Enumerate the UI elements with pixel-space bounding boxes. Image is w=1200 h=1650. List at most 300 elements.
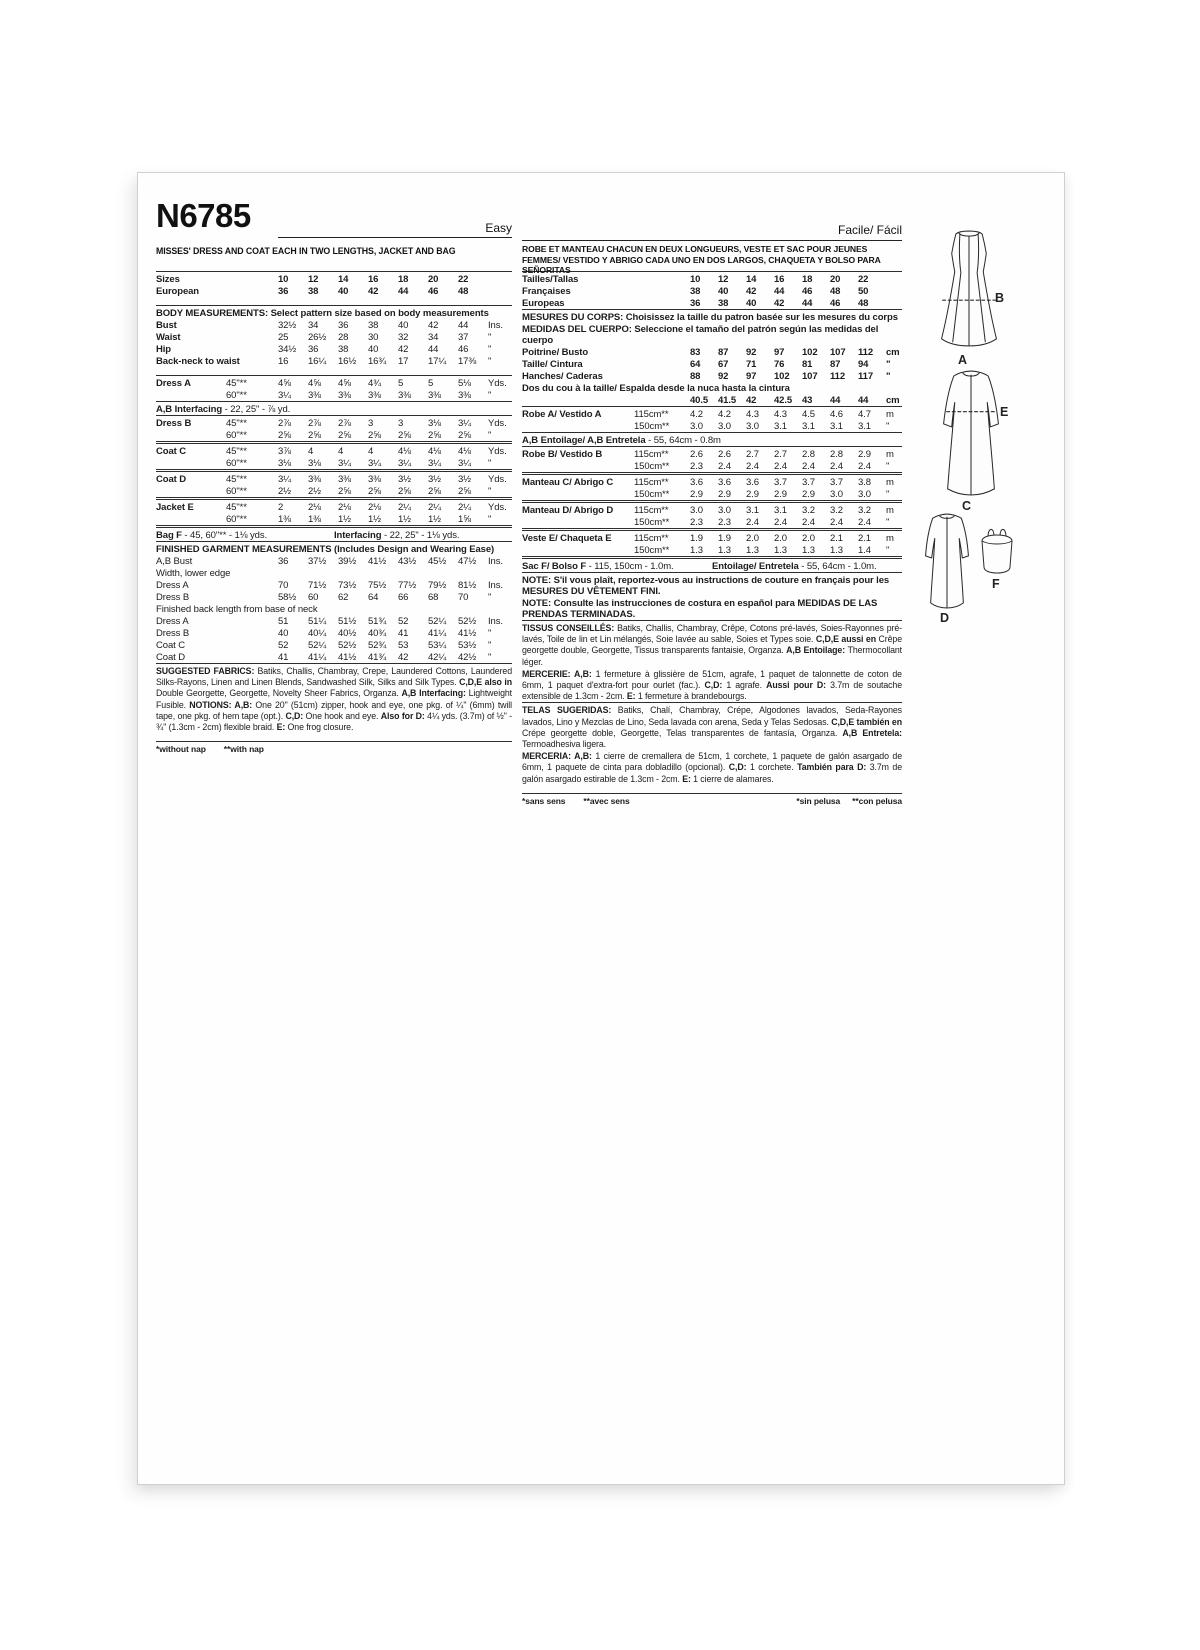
table-cell: 51 [278, 616, 289, 627]
table-cell: 2.7 [774, 449, 787, 460]
table-span [156, 530, 334, 541]
table-cell: 2.7 [746, 449, 759, 460]
table-cell: 2⅞ [338, 418, 352, 429]
table-cell: 2¼ [428, 502, 442, 513]
text-segment: Finished back length from base of neck [156, 604, 318, 615]
table-cell: 32 [398, 332, 409, 343]
table-cell: 3¼ [398, 458, 412, 469]
table-row [522, 446, 902, 460]
table-cell: 40¼ [308, 628, 327, 639]
french-spanish-table [522, 271, 902, 807]
table-cell: 3.1 [746, 505, 759, 516]
table-cell: 46 [830, 298, 841, 309]
table-row [522, 346, 902, 358]
table-cell: " [488, 332, 492, 343]
table-cell: 52¼ [308, 640, 327, 651]
table-row [522, 488, 902, 500]
text-segment: FINISHED GARMENT MEASUREMENTS (Includes Design and Wearing Ease) [156, 544, 495, 555]
table-cell: 4 [308, 446, 314, 457]
table-cell: Coat C [156, 446, 187, 457]
table-cell: Coat C [156, 640, 185, 651]
table-cell: 2 [278, 502, 284, 513]
pattern-envelope-page [137, 172, 1065, 1485]
table-cell: 40¾ [368, 628, 387, 639]
header-rule [522, 240, 902, 241]
table-cell: 117 [858, 371, 874, 382]
table-cell: Françaises [522, 286, 571, 297]
table-cell: m [886, 409, 894, 420]
table-cell: 115cm** [634, 505, 669, 516]
table-cell: 3.6 [746, 477, 759, 488]
table-cell: Yds. [488, 378, 507, 389]
table-cell: 42 [746, 286, 757, 297]
table-cell: 70 [458, 592, 469, 603]
table-cell: 42 [746, 395, 757, 406]
table-cell: 3.7 [802, 477, 815, 488]
table-cell: 77½ [398, 580, 417, 591]
table-cell: 67 [718, 359, 729, 370]
table-cell: 40 [368, 344, 379, 355]
table-cell: 2⅛ [368, 502, 382, 513]
table-row [156, 271, 512, 285]
table-cell: Dress B [156, 418, 192, 429]
table-cell: 3⅛ [428, 418, 442, 429]
table-row [156, 639, 512, 651]
table-cell: 2⅛ [308, 502, 322, 513]
table-cell: 2⅝ [278, 430, 292, 441]
table-span [522, 796, 712, 807]
table-cell: 2.6 [690, 449, 703, 460]
table-cell: 41¾ [368, 652, 387, 663]
table-cell: 3½ [398, 474, 412, 485]
sketch-label-d: D [940, 611, 950, 625]
table-cell: 40 [746, 298, 757, 309]
table-cell: 3.0 [746, 421, 759, 432]
table-cell: 115cm** [634, 477, 669, 488]
table-row [522, 572, 902, 597]
table-cell: 92 [746, 347, 757, 358]
table-cell: 2⅝ [398, 486, 412, 497]
table-cell: 38 [338, 344, 349, 355]
table-cell: 51¾ [368, 616, 387, 627]
table-cell: m [886, 533, 894, 544]
table-cell: 16 [774, 274, 785, 285]
long-coat-sketch [926, 367, 1016, 497]
table-cell: 48 [858, 298, 869, 309]
table-cell: 52½ [458, 616, 477, 627]
text-segment: 1 cierre de alamares. [693, 773, 774, 784]
table-cell: 41 [278, 652, 289, 663]
short-coat-back-view-drawing [912, 511, 982, 609]
table-cell: " [886, 461, 890, 472]
table-cell: 42 [398, 344, 409, 355]
table-cell: 51¼ [308, 616, 327, 627]
table-cell: " [886, 489, 890, 500]
table-row [156, 331, 512, 343]
text-segment: SUGGESTED FABRICS: [156, 666, 258, 676]
table-cell: 46 [428, 286, 439, 297]
table-cell: 60"** [226, 430, 247, 441]
table-cell: 97 [746, 371, 757, 382]
table-cell: 16 [368, 274, 379, 285]
table-cell: 44 [774, 286, 785, 297]
table-cell: 3.0 [690, 421, 703, 432]
table-cell: 17⅜ [458, 356, 477, 367]
table-cell: 79½ [428, 580, 447, 591]
table-span [522, 598, 902, 620]
table-cell: Manteau D/ Abrigo D [522, 505, 614, 516]
table-cell: Sizes [156, 274, 180, 285]
table-span [156, 744, 512, 755]
table-cell: Yds. [488, 474, 507, 485]
text-segment: - 55, 64cm - 0.8m [645, 435, 721, 446]
sketch-label-b: B [995, 291, 1005, 305]
text-segment: NOTE: Consulte las instrucciones de costura en español para MEDIDAS DE LAS PRENDAS TERMINADAS. [522, 598, 878, 620]
table-cell: 46 [802, 286, 813, 297]
table-cell: 40 [718, 286, 729, 297]
table-span [522, 705, 902, 750]
text-segment: C,D,E also in [459, 677, 512, 688]
table-cell: 2.9 [690, 489, 703, 500]
table-row [522, 597, 902, 620]
table-cell: 2.1 [830, 533, 843, 544]
table-cell: Yds. [488, 502, 507, 513]
table-cell: 3.1 [830, 421, 843, 432]
table-cell: Veste E/ Chaqueta E [522, 533, 612, 544]
table-cell: 1½ [368, 514, 382, 525]
table-cell: Ins. [488, 320, 503, 331]
text-segment: MEDIDAS DEL CUERPO: Seleccione el tamaño del patrón según las medidas del cuerpo [522, 324, 879, 346]
table-cell: 3.1 [774, 505, 787, 516]
text-segment: Sac F/ Bolso F [522, 561, 587, 572]
table-cell: 3.1 [802, 421, 815, 432]
table-cell: 75½ [368, 580, 387, 591]
table-cell: 18 [802, 274, 813, 285]
table-cell: 64 [368, 592, 379, 603]
text-segment: C,D: [728, 762, 750, 773]
table-cell: 20 [830, 274, 841, 285]
table-cell: 2⅛ [338, 502, 352, 513]
table-cell: 44 [398, 286, 409, 297]
table-cell: 36 [690, 298, 701, 309]
table-cell: 62 [338, 592, 349, 603]
table-cell: 2.6 [718, 449, 731, 460]
table-cell: 2½ [278, 486, 292, 497]
table-cell: 44 [458, 320, 469, 331]
text-segment: 1 corchete. [749, 762, 798, 773]
table-cell: 42½ [458, 652, 477, 663]
table-row [522, 668, 902, 703]
table-cell: 43 [802, 395, 813, 406]
table-cell: 14 [746, 274, 757, 285]
table-cell: Dress B [156, 628, 190, 639]
table-cell: 53½ [458, 640, 477, 651]
table-cell: 4⅛ [428, 446, 442, 457]
table-row [156, 555, 512, 567]
table-cell: 52 [278, 640, 289, 651]
table-cell: m [886, 477, 894, 488]
table-cell: 3⅜ [458, 390, 472, 401]
table-cell: 10 [278, 274, 289, 285]
table-cell: 1⅜ [278, 514, 292, 525]
text-segment: 3.7m de soutache extensible de 1.3cm - 2cm. [522, 680, 903, 702]
table-row [522, 472, 902, 488]
table-cell: 37½ [308, 556, 327, 567]
table-row [156, 469, 512, 485]
table-cell: 1½ [398, 514, 412, 525]
text-segment: Also for D: [380, 710, 428, 721]
table-cell: Ins. [488, 556, 503, 567]
table-row [156, 319, 512, 331]
text-segment: Termoadhesiva ligera. [522, 739, 606, 750]
table-cell: Jacket E [156, 502, 194, 513]
table-cell: Europeas [522, 298, 565, 309]
table-cell: 60"** [226, 458, 247, 469]
table-cell: 2.9 [802, 489, 815, 500]
table-cell: 3⅜ [398, 390, 412, 401]
table-cell: 2.4 [774, 461, 787, 472]
table-cell: 2.4 [774, 517, 787, 528]
table-cell: 34 [308, 320, 319, 331]
table-cell: 94 [858, 359, 869, 370]
table-cell: 45"** [226, 474, 247, 485]
dress-back-view-drawing [928, 227, 1010, 351]
text-segment: **avec sens [583, 795, 630, 806]
table-cell: Taille/ Cintura [522, 359, 583, 370]
table-cell: Coat D [156, 652, 185, 663]
text-segment: NOTIONS: A,B: [189, 699, 256, 710]
table-row [522, 460, 902, 472]
table-cell: 4⅝ [338, 378, 352, 389]
text-segment: C,D,E también en [831, 716, 902, 727]
table-cell: 44 [802, 298, 813, 309]
table-cell: 16¾ [368, 356, 387, 367]
table-cell: 45"** [226, 418, 247, 429]
table-cell: 17¼ [428, 356, 447, 367]
table-cell: 1.9 [690, 533, 703, 544]
text-segment: E: [626, 691, 638, 702]
table-cell: 40½ [338, 628, 357, 639]
table-cell: 3.0 [718, 421, 731, 432]
table-cell: 10 [690, 274, 701, 285]
table-cell: 2⅞ [308, 418, 322, 429]
table-cell: 3½ [428, 474, 442, 485]
table-cell: 3.6 [718, 477, 731, 488]
table-cell: 71½ [308, 580, 327, 591]
table-cell: 4.7 [858, 409, 871, 420]
table-cell: 107 [830, 347, 846, 358]
table-cell: " [488, 344, 492, 355]
table-row [156, 305, 512, 319]
table-cell: 41 [398, 628, 409, 639]
table-cell: European [156, 286, 200, 297]
table-cell: 16 [278, 356, 289, 367]
table-cell: 1⅝ [458, 514, 472, 525]
table-cell: 102 [802, 347, 818, 358]
sketch-label-f: F [992, 577, 1000, 591]
table-cell: Hanches/ Caderas [522, 371, 603, 382]
table-cell: 97 [774, 347, 785, 358]
table-cell: 52¾ [368, 640, 387, 651]
text-segment: C,D: [285, 710, 306, 721]
text-segment: Bag F [156, 530, 182, 541]
table-row [522, 297, 902, 309]
text-segment: NOTE: S'il vous plaît, reportez-vous au instructions de couture en français pour les MESURES DU VÊTEMENT FINI. [522, 575, 890, 597]
table-row [156, 485, 512, 497]
text-segment: BODY MEASUREMENTS: Select pattern size based on body measurements [156, 308, 489, 319]
table-row [156, 627, 512, 639]
table-cell: Dress A [156, 616, 189, 627]
table-cell: 3⅛ [308, 458, 322, 469]
table-cell: 2.8 [830, 449, 843, 460]
table-cell: 81½ [458, 580, 477, 591]
text-segment: - 22, 25" - 1⅛ yds. [381, 530, 460, 541]
table-cell: 3.1 [858, 421, 871, 432]
text-segment: *without nap [156, 744, 206, 755]
table-span [522, 435, 902, 446]
table-cell: 92 [718, 371, 729, 382]
table-cell: Robe A/ Vestido A [522, 409, 602, 420]
table-cell: A,B Bust [156, 556, 193, 567]
table-row [156, 429, 512, 441]
table-span [522, 312, 902, 323]
table-cell: 150cm** [634, 545, 670, 556]
pattern-title-en: MISSES' DRESS AND COAT EACH IN TWO LENGTHS, JACKET AND BAG [156, 246, 456, 256]
text-segment: One 20" (51cm) zipper, hook and eye, one pkg. of ¼" (6mm) twill tape, one pkg. of hem tape (opt.). [156, 699, 512, 721]
table-cell: 3.8 [858, 477, 871, 488]
table-cell: 12 [308, 274, 319, 285]
pattern-number: N6785 [156, 197, 251, 234]
table-cell: 150cm** [634, 421, 670, 432]
table-cell: 2⅝ [428, 430, 442, 441]
table-span [334, 530, 512, 541]
table-row [156, 525, 512, 541]
table-cell: 1.3 [774, 545, 787, 556]
table-cell: 2⅝ [368, 430, 382, 441]
table-row [156, 415, 512, 429]
table-row [522, 358, 902, 370]
text-segment: A,B Entoilage/ A,B Entretela [522, 435, 646, 446]
table-row [522, 702, 902, 750]
table-cell: 3 [398, 418, 404, 429]
table-row [522, 500, 902, 516]
table-row [156, 513, 512, 525]
text-segment: Batiks, Challis, Chambray, Crêpe, Cotons pré-lavés, Soies-Rayonnes pré-lavés, Toile de lin et Lin mélangés, Soie lavée au sable, Soies et Types soie. [522, 623, 903, 645]
table-cell: 107 [802, 371, 818, 382]
table-cell: 88 [690, 371, 701, 382]
table-cell: " [886, 517, 890, 528]
table-cell: 18 [398, 274, 409, 285]
table-cell: 76 [774, 359, 785, 370]
table-cell: 3.7 [830, 477, 843, 488]
table-cell: 4⅝ [278, 378, 292, 389]
text-segment: Crépe georgette doble, Georgette, Telas transparentes de fantasía, Organza. [522, 727, 843, 738]
text-segment: Interfacing [334, 530, 382, 541]
text-segment: Entoilage/ Entretela [712, 561, 799, 572]
table-cell: 1.3 [802, 545, 815, 556]
table-span [522, 561, 712, 572]
table-cell: 36 [278, 556, 289, 567]
table-span [522, 575, 902, 597]
table-cell: 42¼ [428, 652, 447, 663]
table-cell: 40 [278, 628, 289, 639]
table-cell: 12 [718, 274, 729, 285]
table-cell: 22 [458, 274, 469, 285]
table-cell: 3⅜ [338, 474, 352, 485]
table-cell: 3½ [458, 474, 472, 485]
table-row [522, 420, 902, 432]
table-cell: 1.3 [690, 545, 703, 556]
table-cell: 1.3 [746, 545, 759, 556]
text-segment: 1 agrafe. [726, 680, 767, 691]
table-cell: 2¼ [458, 502, 472, 513]
table-cell: 1½ [428, 514, 442, 525]
table-cell: 52 [398, 616, 409, 627]
table-cell: m [886, 505, 894, 516]
table-cell: 3.0 [858, 489, 871, 500]
table-cell: 40 [398, 320, 409, 331]
table-row [156, 343, 512, 355]
table-cell: Tailles/Tallas [522, 274, 579, 285]
table-cell: 2⅝ [458, 430, 472, 441]
text-segment: E: [276, 722, 288, 733]
table-cell: 3.0 [830, 489, 843, 500]
table-cell: 36 [308, 344, 319, 355]
text-segment: A,B Interfacing [156, 404, 223, 415]
table-cell: 150cm** [634, 461, 670, 472]
table-cell: 2.4 [802, 461, 815, 472]
table-cell: Coat D [156, 474, 187, 485]
sketch-label-a: A [958, 353, 968, 367]
text-segment: 3.7m de galón asargado estirable de 1.3cm - 2cm. [522, 762, 903, 784]
table-cell: 2.4 [858, 517, 871, 528]
table-cell: 3.2 [858, 505, 871, 516]
table-cell: 2⅝ [338, 486, 352, 497]
table-cell: Back-neck to waist [156, 356, 240, 367]
table-cell: 30 [368, 332, 379, 343]
table-cell: 37 [458, 332, 469, 343]
table-cell: Poitrine/ Busto [522, 347, 589, 358]
table-cell: 2⅝ [398, 430, 412, 441]
table-cell: 2.4 [830, 517, 843, 528]
french-spanish-column [522, 193, 902, 807]
text-segment: MESURES DU CORPS: Choisissez la taille du patron basée sur les mesures du corps [522, 312, 898, 323]
table-row [522, 793, 902, 807]
table-span [156, 404, 512, 415]
table-cell: 3¼ [278, 390, 292, 401]
table-row [522, 382, 902, 394]
difficulty-label-en: Easy [485, 221, 512, 235]
table-cell: 25 [278, 332, 289, 343]
table-cell: 2.4 [746, 461, 759, 472]
table-row [156, 401, 512, 415]
table-cell: 1.3 [718, 545, 731, 556]
text-segment: *sans sens [522, 795, 566, 806]
table-cell: 48 [830, 286, 841, 297]
table-cell: 3.0 [718, 505, 731, 516]
table-cell: 14 [338, 274, 349, 285]
table-cell: 3.1 [774, 421, 787, 432]
table-cell: 5 [428, 378, 434, 389]
table-cell: 2.4 [718, 461, 731, 472]
text-segment: Aussi pour D: [766, 680, 831, 691]
table-cell: 4.3 [746, 409, 759, 420]
table-cell: Ins. [488, 616, 503, 627]
table-cell: cm [886, 347, 900, 358]
table-cell: Waist [156, 332, 181, 343]
table-cell: 115cm** [634, 449, 669, 460]
table-cell: 2.0 [802, 533, 815, 544]
